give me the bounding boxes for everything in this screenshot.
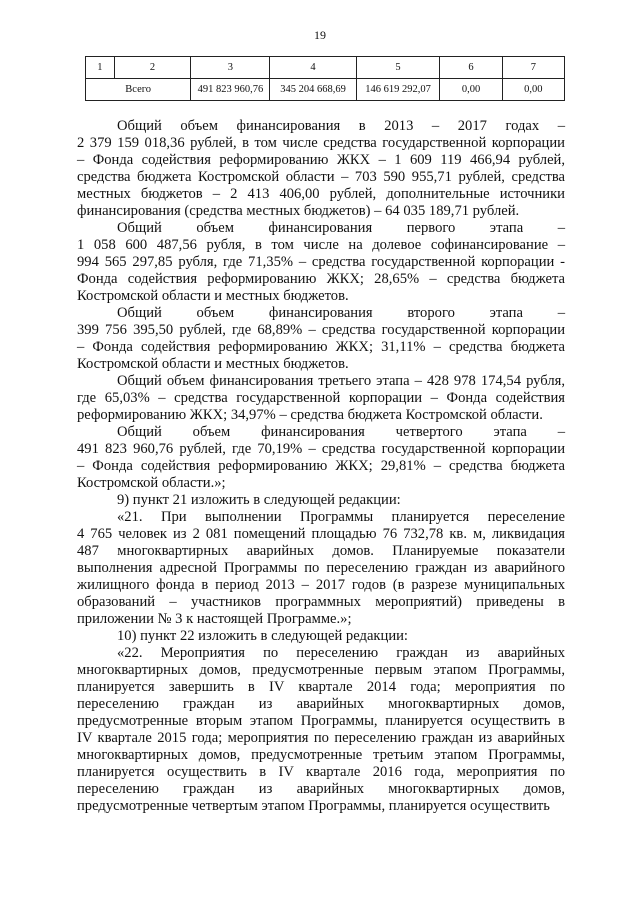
paragraph-line: Общий объем финансирования третьего этапа – 428 978 174,54 рубля, xyxy=(117,373,565,389)
paragraph-line: «22. Мероприятия по переселению граждан из аварийных xyxy=(117,645,565,661)
paragraph-line: Общий объем финансирования в 2013 – 2017 годах – xyxy=(117,118,565,134)
paragraph-line: жилищного фонда в период 2013 – 2017 годов (в разрезе муниципальных xyxy=(77,577,565,593)
paragraph-line: 491 823 960,76 рублей, где 70,19% – средства государственной корпорации xyxy=(77,441,565,457)
paragraph-line: – Фонда содействия реформированию ЖКХ – 1 609 119 466,94 рублей, xyxy=(77,152,565,168)
paragraph-line: Фонда содействия реформированию ЖКХ; 28,65% – средства бюджета xyxy=(77,271,565,287)
paragraph-line: Общий объем финансирования четвертого этапа – xyxy=(117,424,565,440)
table-cell: 0,00 xyxy=(502,79,564,101)
document-body xyxy=(77,118,565,815)
paragraph-line: образований – участников программных мероприятий) приведены в xyxy=(77,594,565,610)
paragraph-line: финансирования (средства местных бюджетов) – 64 035 189,71 рублей. xyxy=(77,203,520,219)
paragraph-line: переселению граждан из аварийных многоквартирных домов, xyxy=(77,781,565,797)
paragraph-line: Общий объем финансирования первого этапа – xyxy=(117,220,565,236)
paragraph-line: 487 многоквартирных аварийных домов. Планируемые показатели xyxy=(77,543,565,559)
paragraph-line: выполнения адресной Программы по переселению граждан из аварийного xyxy=(77,560,565,576)
paragraph-line: Костромской области.»; xyxy=(77,475,226,491)
paragraph-line: местных бюджетов – 2 413 406,00 рублей, дополнительные источники xyxy=(77,186,565,202)
paragraph-line: предусмотренные четвертым этапом Программы, планируется осуществить xyxy=(77,798,550,814)
paragraph-line: 10) пункт 22 изложить в следующей редакции: xyxy=(117,628,408,644)
table-cell-label: Всего xyxy=(86,79,191,101)
paragraph-line: 399 756 395,50 рублей, где 68,89% – средства государственной корпорации xyxy=(77,322,565,338)
paragraph-line: 1 058 600 487,56 рубля, в том числе на долевое софинансирование – xyxy=(77,237,565,253)
paragraph-line: 4 765 человек из 2 081 помещений площадью 76 732,78 кв. м, ликвидация xyxy=(77,526,565,542)
table-header-cell: 7 xyxy=(502,57,564,79)
table-row xyxy=(86,79,565,101)
table-cell: 345 204 668,69 xyxy=(270,79,356,101)
table-header-cell: 2 xyxy=(114,57,191,79)
paragraph-line: планируется осуществить в IV квартале 2016 года, мероприятия по xyxy=(77,764,565,780)
paragraph-line: где 65,03% – средства государственной корпорации – Фонда содействия xyxy=(77,390,565,406)
page-number: 19 xyxy=(314,28,326,42)
paragraph-line: многоквартирных домов, предусмотренные третьим этапом Программы, xyxy=(77,747,565,763)
summary-table xyxy=(85,56,565,101)
paragraph-line: Костромской области и местных бюджетов. xyxy=(77,288,349,304)
paragraph-line: 2 379 159 018,36 рублей, в том числе средства государственной корпорации xyxy=(77,135,565,151)
table-header-cell: 1 xyxy=(86,57,115,79)
table-header-cell: 5 xyxy=(356,57,440,79)
paragraph-line: «21. При выполнении Программы планируется переселение xyxy=(117,509,565,525)
paragraph-line: средства бюджета Костромской области – 703 590 955,71 рублей, средства xyxy=(77,169,565,185)
paragraph-line: планируется завершить в IV квартале 2014 года; мероприятия по xyxy=(77,679,565,695)
paragraph-line: 994 565 297,85 рубля, где 71,35% – средства государственной корпорации - xyxy=(77,254,565,270)
paragraph-line: – Фонда содействия реформированию ЖКХ; 29,81% – средства бюджета xyxy=(77,458,565,474)
table-header-cell: 4 xyxy=(270,57,356,79)
paragraph-line: предусмотренные вторым этапом Программы, планируется осуществить в xyxy=(77,713,565,729)
table-cell: 491 823 960,76 xyxy=(191,79,270,101)
table-header-cell: 3 xyxy=(191,57,270,79)
paragraph-line: IV квартале 2015 года; мероприятия по переселению граждан из аварийных xyxy=(77,730,565,746)
paragraph-line: 9) пункт 21 изложить в следующей редакции: xyxy=(117,492,401,508)
paragraph-line: многоквартирных домов, предусмотренные первым этапом Программы, xyxy=(77,662,565,678)
paragraph-line: Общий объем финансирования второго этапа – xyxy=(117,305,565,321)
table-header-row xyxy=(86,57,565,79)
paragraph-line: реформированию ЖКХ; 34,97% – средства бюджета Костромской области. xyxy=(77,407,543,423)
table-cell: 146 619 292,07 xyxy=(356,79,440,101)
table-header-cell: 6 xyxy=(440,57,502,79)
table-cell: 0,00 xyxy=(440,79,502,101)
paragraph-line: Костромской области и местных бюджетов. xyxy=(77,356,349,372)
paragraph-line: – Фонда содействия реформированию ЖКХ; 31,11% – средства бюджета xyxy=(77,339,565,355)
paragraph-line: приложении № 3 к настоящей Программе.»; xyxy=(77,611,352,627)
paragraph-line: переселению граждан из аварийных многоквартирных домов, xyxy=(77,696,565,712)
